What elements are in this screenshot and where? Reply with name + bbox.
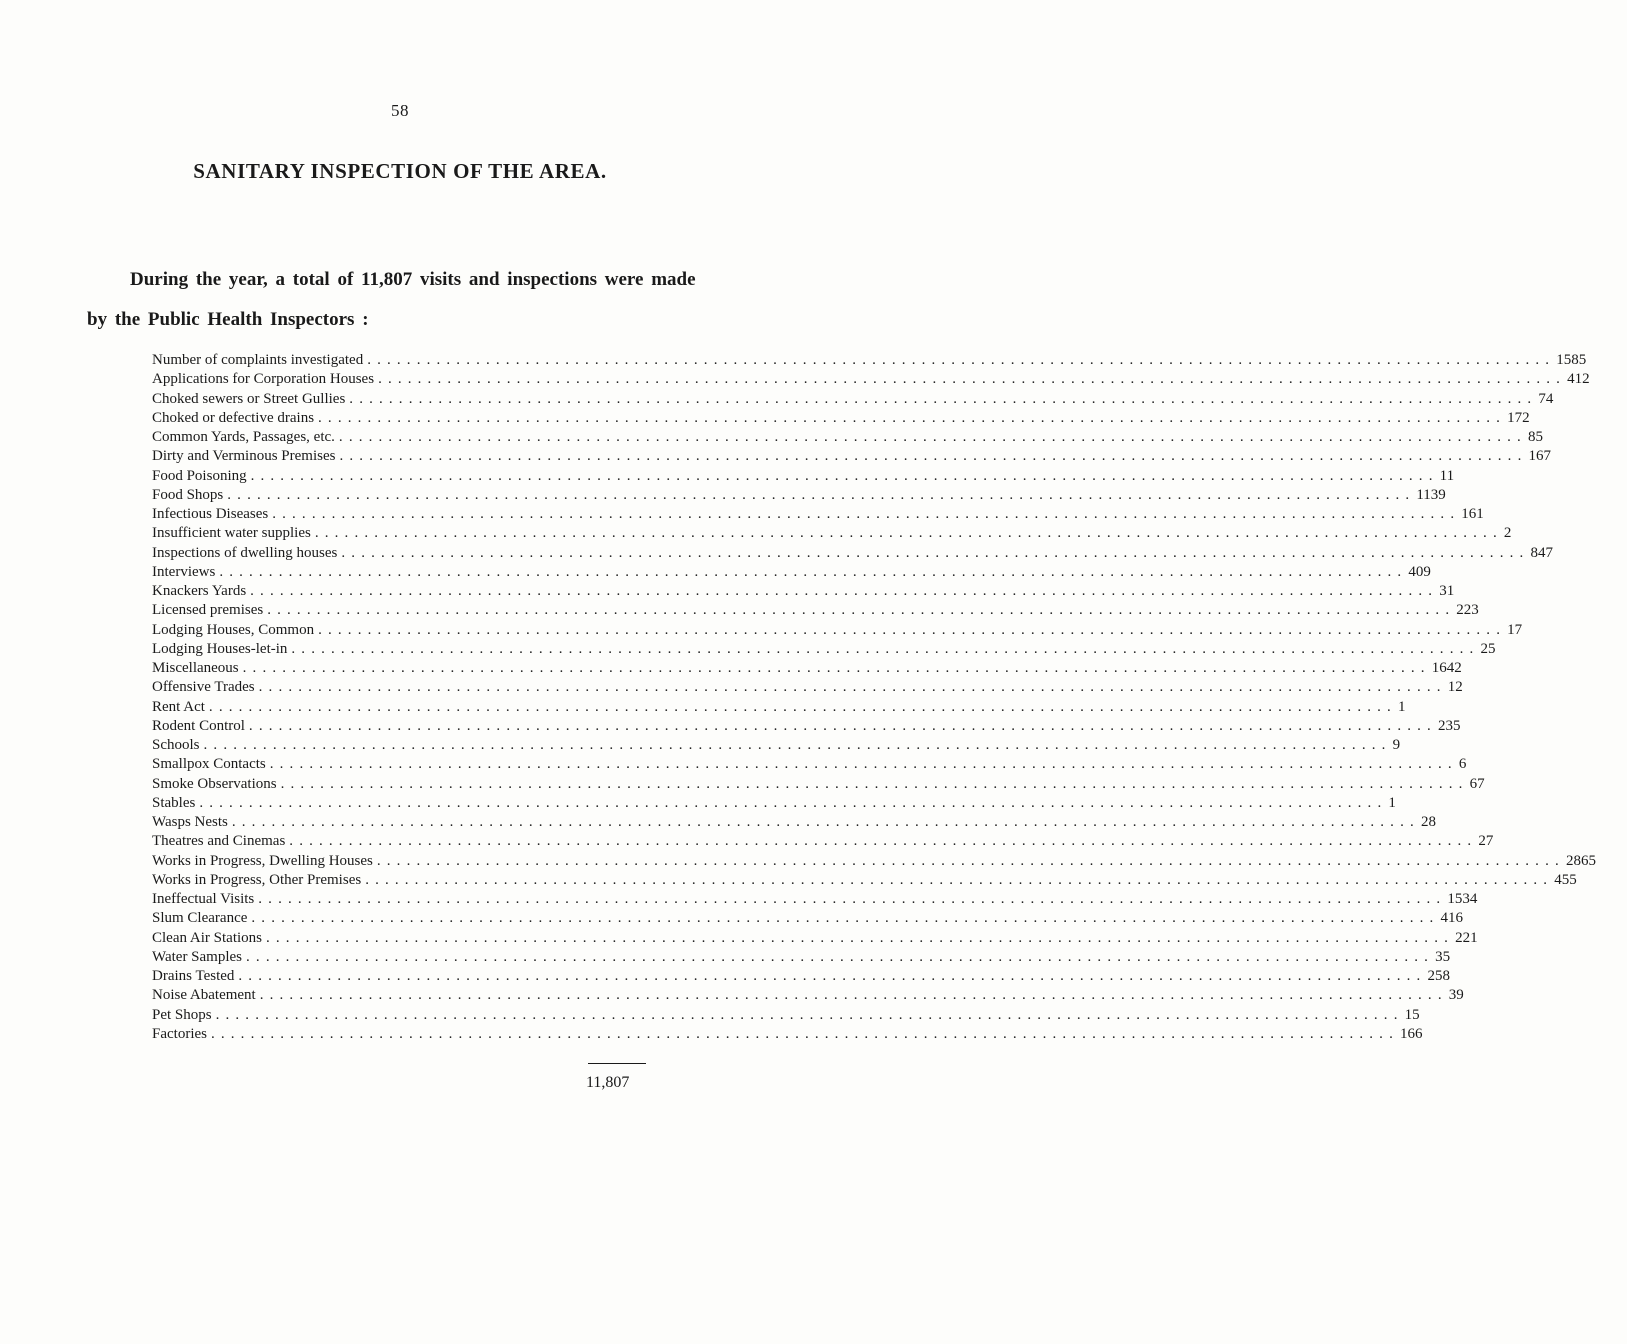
list-item <box>152 871 1577 891</box>
dot-leader: . . . . . . . . . . . . . . . . . . . . . . . . . . . . . . . . . . . . . . . . . . . . . . . . . . . . . . . . . . . . . . . . . . . . . . . . . . . . . . . . . . . . . . . . . . . . . . . . . . . . . . . . . . . . . . . . . . . . . . . . <box>242 660 1426 676</box>
item-label: Stables <box>152 794 196 811</box>
item-label: Rent Act <box>152 698 205 715</box>
dot-leader: . . . . . . . . . . . . . . . . . . . . . . . . . . . . . . . . . . . . . . . . . . . . . . . . . . . . . . . . . . . . . . . . . . . . . . . . . . . . . . . . . . . . . . . . . . . . . . . . . . . . . . . . . . . . . . . . . . . . . . . . <box>318 409 1502 426</box>
total-rule <box>588 1063 646 1064</box>
item-label: Water Samples <box>152 948 243 965</box>
item-label: Noise Abatement <box>152 987 256 1004</box>
item-value: 235 <box>1437 717 1461 734</box>
item-label: Food Shops <box>152 486 224 503</box>
item-label: Smoke Observations <box>152 775 277 792</box>
list-item <box>152 698 1406 718</box>
item-label: Offensive Trades <box>152 679 255 696</box>
intro-paragraph-line-1: During the year, a total of 11,807 visits and inspections were made <box>130 269 696 290</box>
item-value: 223 <box>1456 602 1479 619</box>
list-item <box>152 948 1451 968</box>
item-label: Common Yards, Passages, etc. <box>152 429 335 445</box>
list-item <box>152 371 1590 390</box>
item-value: 172 <box>1507 409 1530 426</box>
item-value: 6 <box>1458 756 1467 773</box>
list-item <box>152 429 1543 448</box>
dot-leader: . . . . . . . . . . . . . . . . . . . . . . . . . . . . . . . . . . . . . . . . . . . . . . . . . . . . . . . . . . . . . . . . . . . . . . . . . . . . . . . . . . . . . . . . . . . . . . . . . . . . . . . . . . . . . . . . . . . . . . . . <box>231 814 1415 830</box>
item-label: Clean Air Stations <box>152 929 262 946</box>
dot-leader: . . . . . . . . . . . . . . . . . . . . . . . . . . . . . . . . . . . . . . . . . . . . . . . . . . . . . . . . . . . . . . . . . . . . . . . . . . . . . . . . . . . . . . . . . . . . . . . . . . . . . . . . . . . . . . . . . . . . . . . . <box>215 1006 1399 1023</box>
dot-leader: . . . . . . . . . . . . . . . . . . . . . . . . . . . . . . . . . . . . . . . . . . . . . . . . . . . . . . . . . . . . . . . . . . . . . . . . . . . . . . . . . . . . . . . . . . . . . . . . . . . . . . . . . . . . . . . . . . . . . . . . <box>246 948 1430 965</box>
intro-paragraph-line-2: by the Public Health Inspectors : <box>87 309 369 330</box>
item-label: Ineffectual Visits <box>152 891 255 907</box>
dot-leader: . . . . . . . . . . . . . . . . . . . . . . . . . . . . . . . . . . . . . . . . . . . . . . . . . . . . . . . . . . . . . . . . . . . . . . . . . . . . . . . . . . . . . . . . . . . . . . . . . . . . . . . . . . . . . . . . . . . . . . . . <box>338 429 1522 445</box>
item-value: 167 <box>1528 448 1552 465</box>
item-label: Rodent Control <box>152 717 245 734</box>
item-label: Wasps Nests <box>152 814 228 830</box>
list-item <box>152 929 1478 949</box>
item-label: Licensed premises <box>152 602 264 619</box>
item-value: 1 <box>1388 794 1396 811</box>
item-label: Lodging Houses, Common <box>152 621 315 638</box>
item-value: 412 <box>1567 371 1590 388</box>
item-label: Theatres and Cinemas <box>152 833 286 850</box>
list-item <box>152 544 1553 564</box>
item-value: 2865 <box>1565 852 1596 869</box>
dot-leader: . . . . . . . . . . . . . . . . . . . . . . . . . . . . . . . . . . . . . . . . . . . . . . . . . . . . . . . . . . . . . . . . . . . . . . . . . . . . . . . . . . . . . . . . . . . . . . . . . . . . . . . . . . . . . . . . . . . . . . . . <box>199 794 1383 811</box>
list-item <box>152 525 1512 544</box>
dot-leader: . . . . . . . . . . . . . . . . . . . . . . . . . . . . . . . . . . . . . . . . . . . . . . . . . . . . . . . . . . . . . . . . . . . . . . . . . . . . . . . . . . . . . . . . . . . . . . . . . . . . . . . . . . . . . . . . . . . . . . . . <box>367 352 1551 368</box>
list-item <box>152 737 1401 756</box>
dot-leader: . . . . . . . . . . . . . . . . . . . . . . . . . . . . . . . . . . . . . . . . . . . . . . . . . . . . . . . . . . . . . . . . . . . . . . . . . . . . . . . . . . . . . . . . . . . . . . . . . . . . . . . . . . . . . . . . . . . . . . . . <box>291 640 1475 657</box>
list-item <box>152 717 1461 737</box>
item-value: 74 <box>1538 390 1554 407</box>
item-value: 25 <box>1480 640 1496 657</box>
item-value: 9 <box>1392 737 1401 753</box>
item-value: 35 <box>1435 948 1451 965</box>
item-label: Knackers Yards <box>152 583 247 599</box>
list-item <box>152 563 1431 583</box>
list-item <box>152 891 1478 910</box>
item-value: 12 <box>1447 679 1463 696</box>
item-value: 2 <box>1503 525 1512 542</box>
list-item <box>152 775 1485 795</box>
dot-leader: . . . . . . . . . . . . . . . . . . . . . . . . . . . . . . . . . . . . . . . . . . . . . . . . . . . . . . . . . . . . . . . . . . . . . . . . . . . . . . . . . . . . . . . . . . . . . . . . . . . . . . . . . . . . . . . . . . . . . . . . <box>238 968 1422 984</box>
inspection-list <box>152 352 1596 1045</box>
dot-leader: . . . . . . . . . . . . . . . . . . . . . . . . . . . . . . . . . . . . . . . . . . . . . . . . . . . . . . . . . . . . . . . . . . . . . . . . . . . . . . . . . . . . . . . . . . . . . . . . . . . . . . . . . . . . . . . . . . . . . . . . <box>341 544 1525 561</box>
item-label: Interviews <box>152 563 216 580</box>
dot-leader: . . . . . . . . . . . . . . . . . . . . . . . . . . . . . . . . . . . . . . . . . . . . . . . . . . . . . . . . . . . . . . . . . . . . . . . . . . . . . . . . . . . . . . . . . . . . . . . . . . . . . . . . . . . . . . . . . . . . . . . . <box>250 583 1434 599</box>
dot-leader: . . . . . . . . . . . . . . . . . . . . . . . . . . . . . . . . . . . . . . . . . . . . . . . . . . . . . . . . . . . . . . . . . . . . . . . . . . . . . . . . . . . . . . . . . . . . . . . . . . . . . . . . . . . . . . . . . . . . . . . . <box>259 987 1443 1004</box>
item-label: Lodging Houses-let-in <box>152 640 288 657</box>
total-value: 11,807 <box>586 1074 630 1091</box>
item-value: 1534 <box>1447 891 1478 907</box>
item-value: 67 <box>1469 775 1485 792</box>
item-value: 847 <box>1530 544 1553 561</box>
dot-leader: . . . . . . . . . . . . . . . . . . . . . . . . . . . . . . . . . . . . . . . . . . . . . . . . . . . . . . . . . . . . . . . . . . . . . . . . . . . . . . . . . . . . . . . . . . . . . . . . . . . . . . . . . . . . . . . . . . . . . . . . <box>289 833 1473 850</box>
dot-leader: . . . . . . . . . . . . . . . . . . . . . . . . . . . . . . . . . . . . . . . . . . . . . . . . . . . . . . . . . . . . . . . . . . . . . . . . . . . . . . . . . . . . . . . . . . . . . . . . . . . . . . . . . . . . . . . . . . . . . . . . <box>227 486 1411 503</box>
item-label: Applications for Corporation Houses <box>152 371 375 388</box>
dot-leader: . . . . . . . . . . . . . . . . . . . . . . . . . . . . . . . . . . . . . . . . . . . . . . . . . . . . . . . . . . . . . . . . . . . . . . . . . . . . . . . . . . . . . . . . . . . . . . . . . . . . . . . . . . . . . . . . . . . . . . . . <box>365 871 1549 888</box>
item-value: 1585 <box>1556 352 1587 368</box>
list-item <box>152 352 1587 371</box>
item-label: Works in Progress, Dwelling Houses <box>152 852 373 869</box>
item-label: Inspections of dwelling houses <box>152 544 338 561</box>
list-item <box>152 390 1554 410</box>
dot-leader: . . . . . . . . . . . . . . . . . . . . . . . . . . . . . . . . . . . . . . . . . . . . . . . . . . . . . . . . . . . . . . . . . . . . . . . . . . . . . . . . . . . . . . . . . . . . . . . . . . . . . . . . . . . . . . . . . . . . . . . . <box>339 448 1523 465</box>
item-value: 1139 <box>1416 486 1446 503</box>
item-value: 258 <box>1427 968 1450 984</box>
item-label: Miscellaneous <box>152 660 239 676</box>
item-value: 1642 <box>1431 660 1462 676</box>
list-item <box>152 968 1450 987</box>
dot-leader: . . . . . . . . . . . . . . . . . . . . . . . . . . . . . . . . . . . . . . . . . . . . . . . . . . . . . . . . . . . . . . . . . . . . . . . . . . . . . . . . . . . . . . . . . . . . . . . . . . . . . . . . . . . . . . . . . . . . . . . . <box>208 698 1392 715</box>
item-label: Smallpox Contacts <box>152 756 266 773</box>
list-item <box>152 486 1446 506</box>
item-value: 28 <box>1420 814 1436 830</box>
list-item <box>152 679 1463 698</box>
list-item <box>152 756 1467 775</box>
list-item <box>152 506 1484 525</box>
list-item <box>152 987 1464 1006</box>
item-value: 409 <box>1408 563 1431 580</box>
item-label: Dirty and Verminous Premises <box>152 448 336 465</box>
dot-leader: . . . . . . . . . . . . . . . . . . . . . . . . . . . . . . . . . . . . . . . . . . . . . . . . . . . . . . . . . . . . . . . . . . . . . . . . . . . . . . . . . . . . . . . . . . . . . . . . . . . . . . . . . . . . . . . . . . . . . . . . <box>272 506 1456 522</box>
list-item <box>152 833 1494 852</box>
item-label: Food Poisoning <box>152 467 247 484</box>
dot-leader: . . . . . . . . . . . . . . . . . . . . . . . . . . . . . . . . . . . . . . . . . . . . . . . . . . . . . . . . . . . . . . . . . . . . . . . . . . . . . . . . . . . . . . . . . . . . . . . . . . . . . . . . . . . . . . . . . . . . . . . . <box>349 390 1533 407</box>
dot-leader: . . . . . . . . . . . . . . . . . . . . . . . . . . . . . . . . . . . . . . . . . . . . . . . . . . . . . . . . . . . . . . . . . . . . . . . . . . . . . . . . . . . . . . . . . . . . . . . . . . . . . . . . . . . . . . . . . . . . . . . . <box>251 910 1435 927</box>
item-value: 39 <box>1448 987 1464 1004</box>
item-label: Slum Clearance <box>152 910 248 927</box>
list-item <box>152 852 1596 872</box>
dot-leader: . . . . . . . . . . . . . . . . . . . . . . . . . . . . . . . . . . . . . . . . . . . . . . . . . . . . . . . . . . . . . . . . . . . . . . . . . . . . . . . . . . . . . . . . . . . . . . . . . . . . . . . . . . . . . . . . . . . . . . . . <box>248 717 1432 734</box>
item-label: Infectious Diseases <box>152 506 269 522</box>
dot-leader: . . . . . . . . . . . . . . . . . . . . . . . . . . . . . . . . . . . . . . . . . . . . . . . . . . . . . . . . . . . . . . . . . . . . . . . . . . . . . . . . . . . . . . . . . . . . . . . . . . . . . . . . . . . . . . . . . . . . . . . . <box>258 679 1442 696</box>
item-value: 17 <box>1507 621 1523 638</box>
item-value: 416 <box>1440 910 1463 927</box>
dot-leader: . . . . . . . . . . . . . . . . . . . . . . . . . . . . . . . . . . . . . . . . . . . . . . . . . . . . . . . . . . . . . . . . . . . . . . . . . . . . . . . . . . . . . . . . . . . . . . . . . . . . . . . . . . . . . . . . . . . . . . . . <box>210 1025 1395 1042</box>
list-item <box>152 794 1396 814</box>
item-value: 27 <box>1478 833 1494 850</box>
item-label: Insufficient water supplies <box>152 525 311 542</box>
page-title: SANITARY INSPECTION OF THE AREA. <box>193 159 607 183</box>
list-item <box>152 583 1455 602</box>
dot-leader: . . . . . . . . . . . . . . . . . . . . . . . . . . . . . . . . . . . . . . . . . . . . . . . . . . . . . . . . . . . . . . . . . . . . . . . . . . . . . . . . . . . . . . . . . . . . . . . . . . . . . . . . . . . . . . . . . . . . . . . . <box>378 371 1562 388</box>
item-label: Works in Progress, Other Premises <box>152 871 362 888</box>
item-value: 31 <box>1439 583 1455 599</box>
item-value: 221 <box>1455 929 1478 946</box>
item-value: 166 <box>1400 1025 1423 1042</box>
dot-leader: . . . . . . . . . . . . . . . . . . . . . . . . . . . . . . . . . . . . . . . . . . . . . . . . . . . . . . . . . . . . . . . . . . . . . . . . . . . . . . . . . . . . . . . . . . . . . . . . . . . . . . . . . . . . . . . . . . . . . . . . <box>318 621 1502 638</box>
item-value: 455 <box>1554 871 1577 888</box>
item-label: Drains Tested <box>152 968 235 984</box>
list-item <box>152 448 1552 467</box>
item-value: 1 <box>1397 698 1406 715</box>
page-number: 58 <box>391 101 409 120</box>
item-value: 85 <box>1527 429 1543 445</box>
list-item <box>152 910 1463 929</box>
dot-leader: . . . . . . . . . . . . . . . . . . . . . . . . . . . . . . . . . . . . . . . . . . . . . . . . . . . . . . . . . . . . . . . . . . . . . . . . . . . . . . . . . . . . . . . . . . . . . . . . . . . . . . . . . . . . . . . . . . . . . . . . <box>376 852 1560 869</box>
item-label: Number of complaints investigated <box>152 352 364 368</box>
dot-leader: . . . . . . . . . . . . . . . . . . . . . . . . . . . . . . . . . . . . . . . . . . . . . . . . . . . . . . . . . . . . . . . . . . . . . . . . . . . . . . . . . . . . . . . . . . . . . . . . . . . . . . . . . . . . . . . . . . . . . . . . <box>219 563 1403 580</box>
list-item <box>152 814 1436 833</box>
list-item <box>152 660 1462 679</box>
list-item <box>152 621 1523 641</box>
dot-leader: . . . . . . . . . . . . . . . . . . . . . . . . . . . . . . . . . . . . . . . . . . . . . . . . . . . . . . . . . . . . . . . . . . . . . . . . . . . . . . . . . . . . . . . . . . . . . . . . . . . . . . . . . . . . . . . . . . . . . . . . <box>258 891 1442 907</box>
item-label: Pet Shops <box>152 1006 212 1023</box>
dot-leader: . . . . . . . . . . . . . . . . . . . . . . . . . . . . . . . . . . . . . . . . . . . . . . . . . . . . . . . . . . . . . . . . . . . . . . . . . . . . . . . . . . . . . . . . . . . . . . . . . . . . . . . . . . . . . . . . . . . . . . . . <box>266 929 1450 946</box>
item-value: 15 <box>1404 1006 1420 1023</box>
dot-leader: . . . . . . . . . . . . . . . . . . . . . . . . . . . . . . . . . . . . . . . . . . . . . . . . . . . . . . . . . . . . . . . . . . . . . . . . . . . . . . . . . . . . . . . . . . . . . . . . . . . . . . . . . . . . . . . . . . . . . . . . <box>250 467 1434 484</box>
dot-leader: . . . . . . . . . . . . . . . . . . . . . . . . . . . . . . . . . . . . . . . . . . . . . . . . . . . . . . . . . . . . . . . . . . . . . . . . . . . . . . . . . . . . . . . . . . . . . . . . . . . . . . . . . . . . . . . . . . . . . . . . <box>269 756 1453 773</box>
list-item <box>152 602 1479 621</box>
item-value: 161 <box>1461 506 1484 522</box>
dot-leader: . . . . . . . . . . . . . . . . . . . . . . . . . . . . . . . . . . . . . . . . . . . . . . . . . . . . . . . . . . . . . . . . . . . . . . . . . . . . . . . . . . . . . . . . . . . . . . . . . . . . . . . . . . . . . . . . . . . . . . . . <box>314 525 1498 542</box>
list-item <box>152 467 1455 487</box>
item-label: Factories <box>152 1025 207 1042</box>
list-item <box>152 1025 1423 1045</box>
item-label: Choked or defective drains <box>152 409 315 426</box>
dot-leader: . . . . . . . . . . . . . . . . . . . . . . . . . . . . . . . . . . . . . . . . . . . . . . . . . . . . . . . . . . . . . . . . . . . . . . . . . . . . . . . . . . . . . . . . . . . . . . . . . . . . . . . . . . . . . . . . . . . . . . . . <box>267 602 1451 619</box>
item-value: 11 <box>1439 467 1455 484</box>
list-item <box>152 640 1496 660</box>
list-item <box>152 409 1530 429</box>
dot-leader: . . . . . . . . . . . . . . . . . . . . . . . . . . . . . . . . . . . . . . . . . . . . . . . . . . . . . . . . . . . . . . . . . . . . . . . . . . . . . . . . . . . . . . . . . . . . . . . . . . . . . . . . . . . . . . . . . . . . . . . . <box>280 775 1464 792</box>
item-label: Schools <box>152 737 200 753</box>
item-label: Choked sewers or Street Gullies <box>152 390 346 407</box>
list-item <box>152 1006 1420 1026</box>
dot-leader: . . . . . . . . . . . . . . . . . . . . . . . . . . . . . . . . . . . . . . . . . . . . . . . . . . . . . . . . . . . . . . . . . . . . . . . . . . . . . . . . . . . . . . . . . . . . . . . . . . . . . . . . . . . . . . . . . . . . . . . . <box>203 737 1387 753</box>
